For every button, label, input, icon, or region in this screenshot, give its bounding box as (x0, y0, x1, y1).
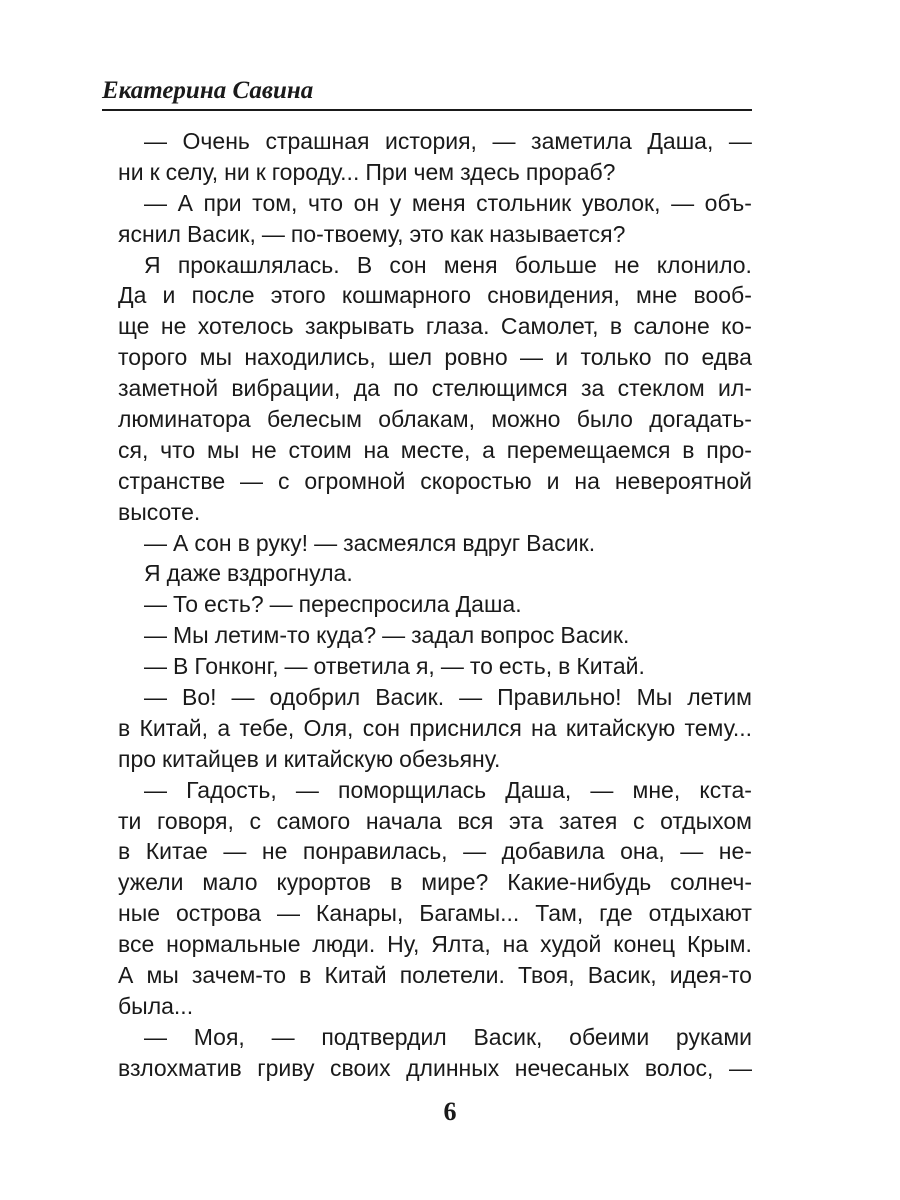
word: Васик. (560, 622, 630, 649)
word: странстве (118, 467, 226, 494)
word: хотелось (197, 313, 294, 340)
word: глаза. (425, 313, 490, 340)
word: мало (202, 869, 258, 896)
word: уволок, (581, 189, 661, 216)
word: мире? (421, 869, 489, 896)
word: Гонконг, (194, 653, 279, 680)
word: ще (118, 313, 150, 340)
word: к (149, 158, 160, 185)
word: эта (509, 807, 544, 834)
word: больше (514, 251, 597, 278)
text-line (118, 1053, 752, 1084)
word: Мы (636, 684, 673, 711)
word: руку! (255, 529, 309, 556)
word: добавила (501, 838, 605, 865)
word: — (144, 622, 167, 649)
word: история, (385, 128, 477, 154)
word: что (308, 189, 344, 216)
word: в (118, 714, 131, 741)
word: Канары, (315, 900, 404, 927)
word: — (590, 776, 614, 803)
word: сновидения, (487, 282, 620, 309)
word: не (614, 251, 640, 278)
word: курортов (276, 869, 372, 896)
word: худой (540, 931, 602, 958)
word: не (251, 436, 277, 463)
word: Васик. (375, 684, 445, 711)
author-name: Екатерина Савина (102, 77, 314, 104)
word: объ- (704, 189, 752, 216)
word: Даша, (647, 128, 714, 154)
word: я, (415, 653, 435, 680)
word: огромной (304, 467, 406, 494)
word: Васик, (186, 220, 256, 247)
text-line (118, 466, 752, 497)
word: зачем-то (191, 962, 287, 989)
word: называется? (489, 220, 626, 247)
word: он (353, 189, 380, 216)
word: Какие-нибудь (507, 869, 652, 896)
word: отдыхают (648, 900, 752, 927)
word: затея (558, 807, 618, 834)
word: на (363, 436, 389, 463)
word: и (555, 344, 569, 371)
text-line (118, 960, 752, 991)
word: ко- (721, 313, 752, 340)
word: Китае (145, 838, 208, 865)
text-line (118, 311, 752, 342)
word: Крым. (686, 931, 752, 958)
word: полетели. (399, 962, 505, 989)
word: селу, (165, 158, 219, 185)
word: приснился (409, 714, 522, 741)
word: Васик, (587, 962, 657, 989)
word: вооб- (693, 282, 752, 309)
word: острова (175, 900, 262, 927)
text-line (118, 404, 752, 435)
word: месте, (400, 436, 471, 463)
word: мы (207, 436, 240, 463)
word: ответила (313, 653, 410, 680)
word: меня (443, 251, 498, 278)
word: яснил (118, 220, 181, 247)
word: в (118, 838, 131, 865)
word: обеими (569, 1023, 650, 1050)
text-line (118, 342, 752, 373)
word: не- (718, 838, 752, 865)
word: Я (144, 251, 161, 278)
word: ужели (118, 869, 184, 896)
word: Во! (181, 684, 217, 711)
word: поморщилась (338, 776, 487, 803)
word: китайскую (565, 714, 676, 741)
word: прокашлялась. (177, 251, 340, 278)
word: это (409, 220, 444, 247)
word: солнеч- (670, 869, 752, 896)
word: невероятной (614, 467, 752, 494)
word: куда? (316, 622, 377, 649)
word: тебе, (239, 714, 295, 741)
word: ти (118, 807, 142, 834)
word: задал (411, 622, 475, 649)
word: в (390, 869, 403, 896)
word: стольник (476, 189, 572, 216)
word: про (118, 745, 157, 772)
word: вдруг (462, 529, 521, 556)
word: после (191, 282, 255, 309)
word: обезьяну. (399, 745, 501, 772)
word: кста- (699, 776, 752, 803)
word: заметила (531, 128, 632, 154)
word: вся (457, 807, 494, 834)
word: — (231, 684, 255, 711)
word: страшная (265, 128, 370, 154)
word: перемещаемся (506, 436, 671, 463)
word: где (599, 900, 633, 927)
text-line (118, 775, 752, 806)
word: — (271, 1023, 295, 1050)
word: мы (199, 344, 232, 371)
word: Оля, (303, 714, 354, 741)
word: ся, (118, 436, 149, 463)
word: говоря, (157, 807, 234, 834)
text-line (118, 373, 752, 404)
word: у (389, 189, 402, 216)
word: и (546, 467, 560, 494)
word: Мы (173, 622, 209, 649)
text-line (118, 806, 752, 837)
word: Твоя, (517, 962, 575, 989)
word: не (160, 313, 187, 340)
word: есть, (498, 653, 553, 680)
word: — (314, 529, 338, 556)
word: нечесаных (514, 1054, 630, 1081)
text-line (118, 497, 752, 528)
word: — (519, 344, 543, 371)
word: облакам, (378, 406, 475, 433)
word: она, (620, 838, 665, 865)
word: да (353, 375, 380, 402)
text-line (118, 991, 752, 1022)
word: самого (276, 807, 351, 834)
word: а (217, 714, 231, 741)
word: — (144, 591, 167, 618)
word: А (177, 189, 193, 216)
word: с (249, 807, 261, 834)
word: по-твоему, (290, 220, 404, 247)
text-line (118, 651, 752, 682)
word: Правильно! (497, 684, 622, 711)
word: — (284, 653, 308, 680)
word: Китай. (576, 653, 645, 680)
word: — (277, 900, 301, 927)
word: Васик, (473, 1023, 543, 1050)
text-line (118, 250, 752, 281)
word: засмеялся (343, 529, 457, 556)
word: на (574, 467, 600, 494)
word: люди. (312, 931, 376, 958)
word: — (240, 467, 264, 494)
text-line (118, 589, 752, 620)
word: только (580, 344, 652, 371)
header-rule (102, 109, 752, 111)
word: — (144, 529, 167, 556)
text-line (118, 1022, 752, 1053)
word: — (295, 776, 319, 803)
word: закрывать (304, 313, 415, 340)
word: в (682, 436, 695, 463)
word: а (482, 436, 495, 463)
text-line (118, 713, 752, 744)
word: летим (687, 684, 752, 711)
word: Даша, (505, 776, 572, 803)
word: люминатора (118, 406, 251, 433)
running-header (102, 70, 752, 110)
word: кошмарного (341, 282, 472, 309)
word: том, (252, 189, 298, 216)
text-line (118, 744, 752, 775)
word: — (223, 838, 247, 865)
word: — (728, 1054, 752, 1081)
word: — (463, 838, 487, 865)
word: вопрос (480, 622, 555, 649)
word: Багамы... (419, 900, 520, 927)
word: едва (701, 344, 752, 371)
word: — (440, 653, 464, 680)
word: стеклом (617, 375, 705, 402)
word: переспросила (298, 591, 450, 618)
word: сон (362, 714, 400, 741)
word: все (118, 931, 155, 958)
text-line (118, 126, 752, 157)
word: находились, (244, 344, 376, 371)
word: Там, (535, 900, 584, 927)
word: Даша. (455, 591, 522, 618)
word: Да (118, 282, 147, 309)
word: была... (118, 992, 194, 1019)
word: — (144, 684, 167, 711)
word: стелющимся (431, 375, 568, 402)
text-line (118, 219, 752, 250)
word: Китай (324, 962, 387, 989)
word: можно (491, 406, 561, 433)
word: как (449, 220, 484, 247)
word: в (299, 962, 312, 989)
word: прораб? (525, 158, 616, 185)
word: — (680, 838, 704, 865)
word: заметной (118, 375, 219, 402)
word: по (393, 375, 419, 402)
word: — (144, 1023, 167, 1050)
word: в (558, 653, 571, 680)
word: — (671, 189, 695, 216)
text-line (118, 558, 752, 589)
word: сон (194, 529, 232, 556)
word: В (173, 653, 189, 680)
text-line (118, 620, 752, 651)
text-line (118, 867, 752, 898)
word: сон (389, 251, 427, 278)
word: Ну, (387, 931, 420, 958)
word: Гадость, (186, 776, 277, 803)
word: мне (636, 282, 678, 309)
word: летим-то (214, 622, 311, 649)
word: Я (144, 560, 161, 587)
word: волос, (644, 1054, 714, 1081)
word: В (356, 251, 373, 278)
word: по (663, 344, 690, 371)
word: — (492, 128, 516, 154)
word: в (609, 313, 623, 340)
word: ил- (718, 375, 752, 402)
word: при (203, 189, 242, 216)
word: ни (118, 158, 144, 185)
word: гриву (257, 1054, 315, 1081)
word: понравилась, (302, 838, 448, 865)
word: и (162, 282, 176, 309)
word: отдыхом (660, 807, 752, 834)
word: А (173, 529, 189, 556)
word: Очень (182, 128, 250, 154)
word: торого (118, 344, 188, 371)
word: — (728, 128, 752, 154)
word: Ялта, (431, 931, 491, 958)
word: салоне (633, 313, 710, 340)
word: на (502, 931, 529, 958)
text-line (118, 682, 752, 713)
word: клонило. (656, 251, 752, 278)
word: — (269, 591, 293, 618)
word: Китай, (139, 714, 209, 741)
word: При (365, 158, 408, 185)
word: мне, (632, 776, 681, 803)
word: даже (166, 560, 222, 587)
word: на (531, 714, 557, 741)
word: и (264, 745, 278, 772)
word: городу... (271, 158, 360, 185)
word: То (173, 591, 199, 618)
word: длинных (406, 1054, 500, 1081)
word: есть? (204, 591, 264, 618)
word: подтвердил (321, 1023, 447, 1050)
word: — (261, 220, 285, 247)
word: скоростью (420, 467, 532, 494)
word: мы (146, 962, 179, 989)
word: то (469, 653, 493, 680)
word: к (255, 158, 266, 185)
word: в (237, 529, 250, 556)
word: идея-то (669, 962, 752, 989)
word: одобрил (269, 684, 361, 711)
text-line (118, 280, 752, 311)
word: китайскую (283, 745, 394, 772)
word: здесь (460, 158, 520, 185)
word: — (144, 128, 167, 154)
word: этого (270, 282, 326, 309)
word: Самолет, (500, 313, 599, 340)
text-line (118, 188, 752, 219)
word: чем (413, 158, 455, 185)
word: за (580, 375, 605, 402)
text-line (118, 836, 752, 867)
word: — (144, 653, 167, 680)
text-line (118, 898, 752, 929)
word: было (576, 406, 633, 433)
body-text (118, 126, 752, 1084)
word: что (160, 436, 196, 463)
word: — (382, 622, 406, 649)
word: вздрогнула. (227, 560, 353, 587)
word: белесым (266, 406, 362, 433)
word: про- (706, 436, 752, 463)
word: руками (675, 1023, 752, 1050)
word: с (632, 807, 645, 834)
word: начала (365, 807, 442, 834)
word: — (459, 684, 483, 711)
text-line (118, 435, 752, 466)
word: взлохматив (118, 1054, 242, 1081)
word: меня (411, 189, 466, 216)
word: китайцев (162, 745, 259, 772)
text-line (118, 929, 752, 960)
word: не (261, 838, 288, 865)
word: ровно (444, 344, 508, 371)
word: — (144, 189, 167, 216)
word: Васик. (526, 529, 596, 556)
word: ни (224, 158, 250, 185)
word: конец (613, 931, 676, 958)
word: догадать- (649, 406, 752, 433)
page-number: 6 (443, 1097, 457, 1126)
word: нормальные (166, 931, 301, 958)
word: ные (118, 900, 161, 927)
word: высоте. (118, 498, 201, 525)
word: тему... (684, 714, 752, 741)
word: А (118, 962, 134, 989)
word: своих (329, 1054, 391, 1081)
text-line (118, 157, 752, 188)
word: шел (388, 344, 432, 371)
word: с (277, 467, 290, 494)
word: — (144, 776, 167, 803)
word: вибрации, (231, 375, 341, 402)
word: Моя, (193, 1023, 245, 1050)
text-line (118, 528, 752, 559)
word: стоим (288, 436, 352, 463)
